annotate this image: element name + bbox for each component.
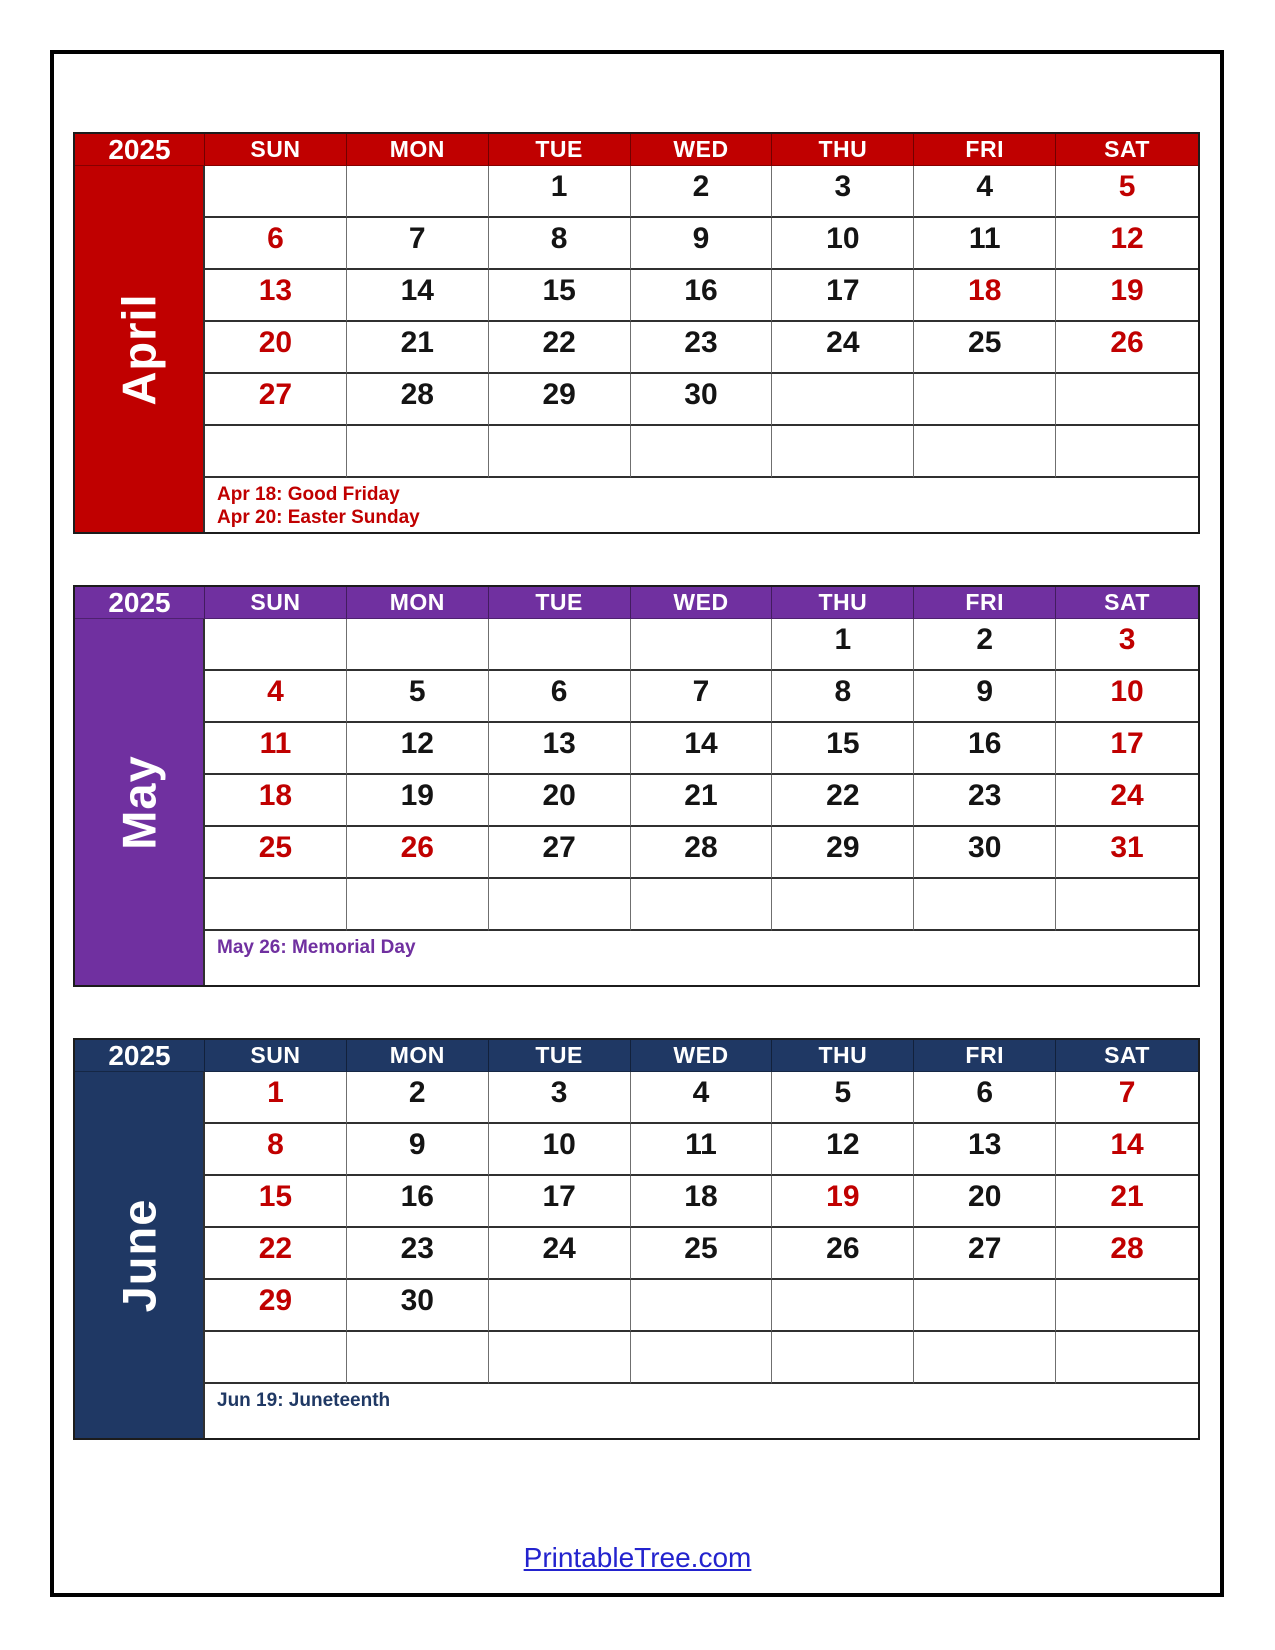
date-cell: 1 xyxy=(205,1072,347,1124)
date-cell: 5 xyxy=(772,1072,914,1124)
date-cell: 18 xyxy=(914,270,1056,322)
empty-date-cell xyxy=(914,1280,1056,1332)
year-label: 2025 xyxy=(75,134,205,166)
date-cell: 13 xyxy=(914,1124,1056,1176)
day-header-wed: WED xyxy=(631,587,773,619)
day-header-tue: TUE xyxy=(489,587,631,619)
day-header-mon: MON xyxy=(347,134,489,166)
date-cell: 31 xyxy=(1056,827,1198,879)
date-cell: 24 xyxy=(489,1228,631,1280)
date-cell: 14 xyxy=(631,723,773,775)
date-cell: 5 xyxy=(1056,166,1198,218)
day-header-tue: TUE xyxy=(489,1040,631,1072)
date-cell: 18 xyxy=(631,1176,773,1228)
empty-date-cell xyxy=(489,879,631,931)
empty-date-cell xyxy=(205,879,347,931)
empty-date-cell xyxy=(489,426,631,478)
empty-date-cell xyxy=(631,619,773,671)
date-cell: 10 xyxy=(772,218,914,270)
date-cell: 3 xyxy=(489,1072,631,1124)
empty-date-cell xyxy=(631,1332,773,1384)
date-cell: 7 xyxy=(631,671,773,723)
empty-date-cell xyxy=(489,1332,631,1384)
empty-date-cell xyxy=(772,1332,914,1384)
date-cell: 24 xyxy=(772,322,914,374)
date-cell: 10 xyxy=(489,1124,631,1176)
empty-date-cell xyxy=(631,1280,773,1332)
date-cell: 22 xyxy=(205,1228,347,1280)
day-header-sun: SUN xyxy=(205,1040,347,1072)
date-cell: 1 xyxy=(772,619,914,671)
month-name-label: June xyxy=(112,1198,166,1312)
date-cell: 20 xyxy=(914,1176,1056,1228)
day-header-sun: SUN xyxy=(205,134,347,166)
date-cell: 26 xyxy=(772,1228,914,1280)
empty-date-cell xyxy=(772,374,914,426)
date-cell: 11 xyxy=(914,218,1056,270)
day-header-wed: WED xyxy=(631,134,773,166)
empty-date-cell xyxy=(1056,426,1198,478)
empty-date-cell xyxy=(347,166,489,218)
date-cell: 16 xyxy=(347,1176,489,1228)
date-cell: 27 xyxy=(914,1228,1056,1280)
empty-date-cell xyxy=(1056,374,1198,426)
date-cell: 28 xyxy=(347,374,489,426)
date-cell: 6 xyxy=(914,1072,1056,1124)
empty-date-cell xyxy=(205,426,347,478)
day-header-sat: SAT xyxy=(1056,1040,1198,1072)
date-cell: 28 xyxy=(1056,1228,1198,1280)
empty-date-cell xyxy=(914,374,1056,426)
empty-date-cell xyxy=(347,426,489,478)
date-cell: 15 xyxy=(205,1176,347,1228)
empty-date-cell xyxy=(1056,1332,1198,1384)
month-sidebar xyxy=(75,1072,205,1438)
date-cell: 17 xyxy=(772,270,914,322)
date-cell: 26 xyxy=(1056,322,1198,374)
date-cell: 20 xyxy=(489,775,631,827)
date-cell: 5 xyxy=(347,671,489,723)
date-cell: 30 xyxy=(631,374,773,426)
date-cell: 25 xyxy=(631,1228,773,1280)
date-cell: 19 xyxy=(347,775,489,827)
date-cell: 17 xyxy=(489,1176,631,1228)
date-cell: 12 xyxy=(1056,218,1198,270)
date-cell: 3 xyxy=(1056,619,1198,671)
date-cell: 20 xyxy=(205,322,347,374)
holiday-note: Apr 18: Good Friday xyxy=(217,484,400,505)
month-name-label: May xyxy=(112,754,166,850)
page-footer xyxy=(0,1542,1275,1574)
date-cell: 24 xyxy=(1056,775,1198,827)
empty-date-cell xyxy=(205,619,347,671)
date-cell: 29 xyxy=(205,1280,347,1332)
day-header-thu: THU xyxy=(772,1040,914,1072)
date-cell: 15 xyxy=(772,723,914,775)
date-cell: 11 xyxy=(205,723,347,775)
date-cell: 28 xyxy=(631,827,773,879)
date-cell: 18 xyxy=(205,775,347,827)
date-cell: 29 xyxy=(772,827,914,879)
date-cell: 9 xyxy=(347,1124,489,1176)
date-cell: 30 xyxy=(914,827,1056,879)
day-header-mon: MON xyxy=(347,587,489,619)
empty-date-cell xyxy=(347,619,489,671)
year-label: 2025 xyxy=(75,587,205,619)
calendar-april xyxy=(73,132,1200,534)
date-cell: 8 xyxy=(489,218,631,270)
date-cell: 16 xyxy=(914,723,1056,775)
date-cell: 2 xyxy=(631,166,773,218)
empty-date-cell xyxy=(914,1332,1056,1384)
holiday-area xyxy=(205,478,1198,532)
holiday-note: Jun 19: Juneteenth xyxy=(217,1390,391,1411)
day-header-fri: FRI xyxy=(914,134,1056,166)
day-header-sat: SAT xyxy=(1056,134,1198,166)
date-cell: 22 xyxy=(489,322,631,374)
date-cell: 21 xyxy=(347,322,489,374)
date-cell: 12 xyxy=(772,1124,914,1176)
day-header-fri: FRI xyxy=(914,587,1056,619)
date-cell: 21 xyxy=(1056,1176,1198,1228)
empty-date-cell xyxy=(1056,879,1198,931)
holiday-note: May 26: Memorial Day xyxy=(217,937,416,958)
date-cell: 4 xyxy=(631,1072,773,1124)
date-cell: 14 xyxy=(347,270,489,322)
day-header-mon: MON xyxy=(347,1040,489,1072)
date-cell: 6 xyxy=(205,218,347,270)
day-header-wed: WED xyxy=(631,1040,773,1072)
day-header-fri: FRI xyxy=(914,1040,1056,1072)
date-cell: 27 xyxy=(205,374,347,426)
date-cell: 23 xyxy=(914,775,1056,827)
date-cell: 21 xyxy=(631,775,773,827)
empty-date-cell xyxy=(631,879,773,931)
month-name-label: April xyxy=(112,292,166,406)
date-cell: 13 xyxy=(205,270,347,322)
date-cell: 26 xyxy=(347,827,489,879)
empty-date-cell xyxy=(205,166,347,218)
holiday-note: Apr 20: Easter Sunday xyxy=(217,507,420,528)
day-header-tue: TUE xyxy=(489,134,631,166)
date-cell: 12 xyxy=(347,723,489,775)
date-cell: 17 xyxy=(1056,723,1198,775)
date-cell: 23 xyxy=(631,322,773,374)
date-cell: 19 xyxy=(772,1176,914,1228)
date-cell: 9 xyxy=(914,671,1056,723)
month-sidebar xyxy=(75,619,205,985)
date-cell: 2 xyxy=(347,1072,489,1124)
holiday-area xyxy=(205,931,1198,985)
date-cell: 25 xyxy=(205,827,347,879)
date-cell: 4 xyxy=(914,166,1056,218)
date-cell: 6 xyxy=(489,671,631,723)
date-cell: 7 xyxy=(1056,1072,1198,1124)
day-header-sun: SUN xyxy=(205,587,347,619)
calendar-june xyxy=(73,1038,1200,1440)
date-cell: 22 xyxy=(772,775,914,827)
calendar-may xyxy=(73,585,1200,987)
month-sidebar xyxy=(75,166,205,532)
date-cell: 15 xyxy=(489,270,631,322)
footer-link[interactable]: PrintableTree.com xyxy=(523,1542,752,1573)
empty-date-cell xyxy=(489,1280,631,1332)
empty-date-cell xyxy=(772,1280,914,1332)
date-cell: 16 xyxy=(631,270,773,322)
empty-date-cell xyxy=(347,879,489,931)
date-cell: 11 xyxy=(631,1124,773,1176)
day-header-thu: THU xyxy=(772,134,914,166)
date-cell: 7 xyxy=(347,218,489,270)
date-cell: 4 xyxy=(205,671,347,723)
date-cell: 3 xyxy=(772,166,914,218)
date-cell: 29 xyxy=(489,374,631,426)
day-header-sat: SAT xyxy=(1056,587,1198,619)
date-cell: 8 xyxy=(205,1124,347,1176)
day-header-thu: THU xyxy=(772,587,914,619)
date-cell: 2 xyxy=(914,619,1056,671)
holiday-area xyxy=(205,1384,1198,1438)
date-cell: 9 xyxy=(631,218,773,270)
empty-date-cell xyxy=(914,879,1056,931)
empty-date-cell xyxy=(631,426,773,478)
empty-date-cell xyxy=(914,426,1056,478)
date-cell: 27 xyxy=(489,827,631,879)
empty-date-cell xyxy=(347,1332,489,1384)
date-cell: 13 xyxy=(489,723,631,775)
date-cell: 1 xyxy=(489,166,631,218)
empty-date-cell xyxy=(205,1332,347,1384)
date-cell: 8 xyxy=(772,671,914,723)
date-cell: 23 xyxy=(347,1228,489,1280)
date-cell: 25 xyxy=(914,322,1056,374)
date-cell: 30 xyxy=(347,1280,489,1332)
empty-date-cell xyxy=(1056,1280,1198,1332)
empty-date-cell xyxy=(772,879,914,931)
year-label: 2025 xyxy=(75,1040,205,1072)
empty-date-cell xyxy=(772,426,914,478)
date-cell: 14 xyxy=(1056,1124,1198,1176)
date-cell: 10 xyxy=(1056,671,1198,723)
date-cell: 19 xyxy=(1056,270,1198,322)
empty-date-cell xyxy=(489,619,631,671)
